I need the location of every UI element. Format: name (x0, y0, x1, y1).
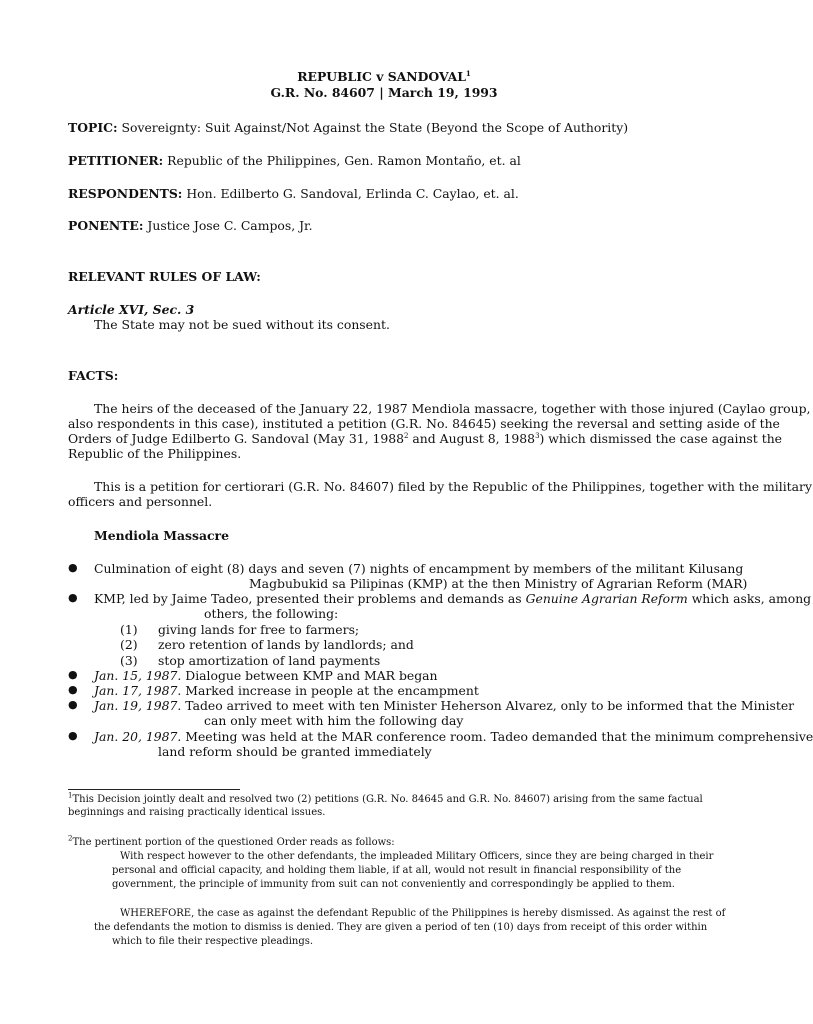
sublist-item-3: stop amortization of land payments (158, 653, 381, 668)
footnote-2-intro-text: The pertinent portion of the questioned Order reads as follows: (72, 837, 395, 848)
footnote-1-line2: beginnings and raising practically identical issues. (68, 807, 326, 818)
sublist-num-3: (3) (120, 653, 138, 668)
footnote-2-quote1-line3: government, the principle of immunity from suit can not conveniently and correspondingly be applied to them. (112, 879, 675, 890)
bullet-2-text-a: KMP, led by Jaime Tadeo, presented their problems and demands as (94, 591, 526, 606)
bullet-3 (94, 668, 438, 683)
facts-p2-line2: officers and personnel. (68, 494, 213, 509)
footnote-ref-2: 2 (404, 431, 409, 440)
rules-article: Article XVI, Sec. 3 (68, 302, 195, 317)
facts-p1-line4: Republic of the Philippines. (68, 446, 242, 461)
footnote-1-text: This Decision jointly dealt and resolved two (2) petitions (G.R. No. 84645 and G.R. No. 84607) arising from the same factual (72, 794, 703, 805)
bullet-icon: ● (68, 668, 78, 681)
bullet-6-text: Meeting was held at the MAR conference room. Tadeo demanded that the minimum comprehensive (181, 729, 813, 744)
facts-heading: FACTS: (68, 368, 119, 383)
footnote-2-intro (68, 836, 395, 849)
ponente-value: Justice Jose C. Campos, Jr. (143, 218, 313, 233)
facts-p2-line1: This is a petition for certiorari (G.R. No. 84607) filed by the Republic of the Philippines, together with the military (94, 479, 812, 494)
bullet-4-text: Marked increase in people at the encampment (181, 683, 479, 698)
footnote-ref-3: 3 (535, 431, 540, 440)
facts-p1-text-c: ) which dismissed the case against the (539, 431, 783, 446)
petitioner-label: PETITIONER: (68, 153, 164, 168)
ponente-line (68, 218, 313, 233)
bullet-1-line2: Magbubukid sa Pilipinas (KMP) at the then Ministry of Agrarian Reform (MAR) (249, 576, 748, 591)
bullet-icon: ● (68, 683, 78, 696)
bullet-3-date: Jan. 15, 1987. (94, 668, 182, 683)
topic-value: Sovereignty: Suit Against/Not Against the State (Beyond the Scope of Authority) (117, 120, 629, 135)
facts-p1-line1: The heirs of the deceased of the January 22, 1987 Mendiola massacre, together with those injured (Caylao group, (94, 401, 811, 416)
bullet-2-italic: Genuine Agrarian Reform (525, 591, 688, 606)
bullet-4-date: Jan. 17, 1987. (94, 683, 182, 698)
topic-label: TOPIC: (68, 120, 118, 135)
footnote-2-quote1-line2: personal and official capacity, and holding them liable, if at all, would not result in financial responsibility of the (112, 865, 682, 876)
bullet-icon: ● (68, 698, 78, 711)
petitioner-value: Republic of the Philippines, Gen. Ramon Montaño, et. al (163, 153, 521, 168)
footnote-2-quote2-line3: which to file their respective pleadings. (112, 936, 314, 947)
facts-p1-line3 (68, 431, 782, 446)
respondents-value: Hon. Edilberto G. Sandoval, Erlinda C. Caylao, et. al. (182, 186, 519, 201)
sublist-item-1: giving lands for free to farmers; (158, 622, 360, 637)
footnote-2-quote2-line2: the defendants the motion to dismiss is denied. They are given a period of ten (10) days from receipt of this order within (94, 922, 708, 933)
case-gr-number: G.R. No. 84607 | March 19, 1993 (270, 85, 498, 100)
bullet-6-line2: land reform should be granted immediately (158, 744, 432, 759)
rules-heading: RELEVANT RULES OF LAW: (68, 269, 261, 284)
bullet-icon: ● (68, 561, 78, 574)
footnote-separator (68, 789, 240, 790)
footnote-1-number: 1 (68, 791, 73, 800)
bullet-icon: ● (68, 729, 78, 742)
respondents-label: RESPONDENTS: (68, 186, 183, 201)
footnote-2-quote1-line1: With respect however to the other defendants, the impleaded Military Officers, since they are being charged in their (120, 851, 714, 862)
bullet-5-text: Tadeo arrived to meet with ten Minister Heherson Alvarez, only to be informed that the Minister (181, 698, 795, 713)
facts-subheading: Mendiola Massacre (94, 528, 229, 543)
footnote-2-number: 2 (68, 834, 73, 843)
footnote-1-line1 (68, 793, 703, 806)
facts-p1-line2: also respondents in this case), instituted a petition (G.R. No. 84645) seeking the reversal and setting aside of the (68, 416, 780, 431)
rules-text: The State may not be sued without its consent. (94, 317, 390, 332)
bullet-4 (94, 683, 479, 698)
petitioner-line (68, 153, 521, 168)
facts-p1-text-b: and August 8, 1988 (408, 431, 536, 446)
footnote-ref-1: 1 (465, 68, 471, 78)
sublist-item-2: zero retention of lands by landlords; and (158, 637, 414, 652)
bullet-5-line1 (94, 698, 794, 713)
case-title (0, 69, 768, 85)
bullet-2-line2: others, the following: (204, 606, 339, 621)
bullet-6-date: Jan. 20, 1987. (94, 729, 182, 744)
bullet-1-line1: Culmination of eight (8) days and seven (7) nights of encampment by members of the militant Kilusang (94, 561, 744, 576)
bullet-icon: ● (68, 591, 78, 604)
bullet-2-text-b: which asks, among (687, 591, 812, 606)
topic-line (68, 120, 628, 135)
sublist-num-1: (1) (120, 622, 138, 637)
bullet-5-line2: can only meet with him the following day (204, 713, 464, 728)
bullet-5-date: Jan. 19, 1987. (94, 698, 182, 713)
case-title-text: REPUBLIC v SANDOVAL (297, 69, 466, 84)
bullet-2-line1 (94, 591, 811, 606)
sublist-num-2: (2) (120, 637, 138, 652)
facts-p1-text-a: Orders of Judge Edilberto G. Sandoval (May 31, 1988 (68, 431, 404, 446)
bullet-3-text: Dialogue between KMP and MAR began (181, 668, 438, 683)
footnote-2-quote2-line1: WHEREFORE, the case as against the defendant Republic of the Philippines is hereby dismissed. As against the rest of (120, 908, 726, 919)
ponente-label: PONENTE: (68, 218, 144, 233)
bullet-6-line1 (94, 729, 813, 744)
respondents-line (68, 186, 519, 201)
